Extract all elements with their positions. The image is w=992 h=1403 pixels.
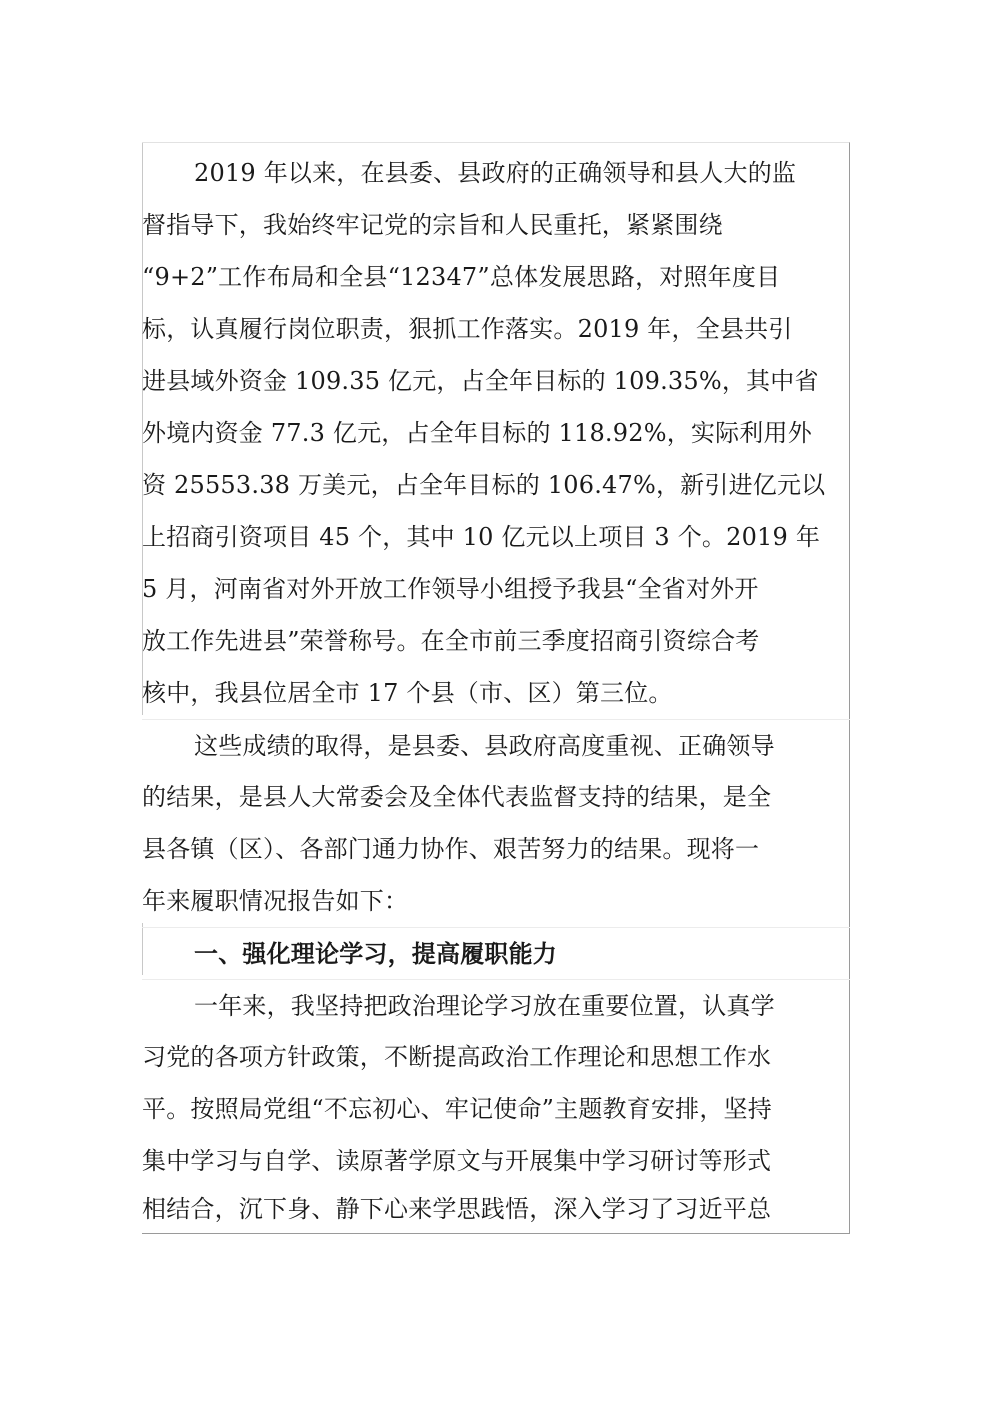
paragraph-3-line-3: 平。按照局党组“不忘初心、牢记使命”主题教育安排，坚持 bbox=[142, 1095, 772, 1123]
paragraph-2-line-2: 的结果，是县人大常委会及全体代表监督支持的结果，是全 bbox=[142, 783, 772, 811]
paragraph-1-line-8: 上招商引资项目 45 个，其中 10 亿元以上项目 3 个。2019 年 bbox=[142, 523, 821, 551]
paragraph-1-line-4: 标，认真履行岗位职责，狠抓工作落实。2019 年，全县共引 bbox=[142, 315, 793, 343]
paragraph-1-line-11: 核中，我县位居全市 17 个县（市、区）第三位。 bbox=[142, 679, 673, 707]
section-heading-1: 一、强化理论学习，提高履职能力 bbox=[142, 927, 850, 979]
paragraph-1-line-7: 资 25553.38 万美元，占全年目标的 106.47%，新引进亿元以 bbox=[142, 471, 826, 499]
paragraph-1-line-5: 进县域外资金 109.35 亿元，占全年目标的 109.35%，其中省 bbox=[142, 367, 819, 395]
paragraph-3-line-5: 相结合，沉下身、静下心来学思践悟，深入学习了习近平总 bbox=[142, 1195, 772, 1223]
paragraph-3-line-4: 集中学习与自学、读原著学原文与开展集中学习研讨等形式 bbox=[142, 1147, 772, 1175]
paragraph-2-line-1: 这些成绩的取得，是县委、县政府高度重视、正确领导 bbox=[142, 719, 850, 771]
paragraph-1-line-3: “9+2”工作布局和全县“12347”总体发展思路，对照年度目 bbox=[142, 263, 781, 291]
paragraph-1-line-9: 5 月，河南省对外开放工作领导小组授予我县“全省对外开 bbox=[142, 575, 759, 603]
paragraph-3-line-1: 一年来，我坚持把政治理论学习放在重要位置，认真学 bbox=[142, 979, 850, 1031]
document-page bbox=[142, 142, 850, 1234]
paragraph-1-line-10: 放工作先进县”荣誉称号。在全市前三季度招商引资综合考 bbox=[142, 627, 760, 655]
paragraph-3-line-2: 习党的各项方针政策，不断提高政治工作理论和思想工作水 bbox=[142, 1043, 772, 1071]
paragraph-1-line-2: 督指导下，我始终牢记党的宗旨和人民重托，紧紧围绕 bbox=[142, 211, 723, 239]
paragraph-2-line-3: 县各镇（区）、各部门通力协作、艰苦努力的结果。现将一 bbox=[142, 835, 760, 863]
paragraph-2-line-4: 年来履职情况报告如下： bbox=[142, 887, 409, 915]
paragraph-1-line-1: 2019 年以来，在县委、县政府的正确领导和县人大的监 bbox=[194, 159, 797, 187]
paragraph-1-line-6: 外境内资金 77.3 亿元，占全年目标的 118.92%，实际利用外 bbox=[142, 419, 812, 447]
